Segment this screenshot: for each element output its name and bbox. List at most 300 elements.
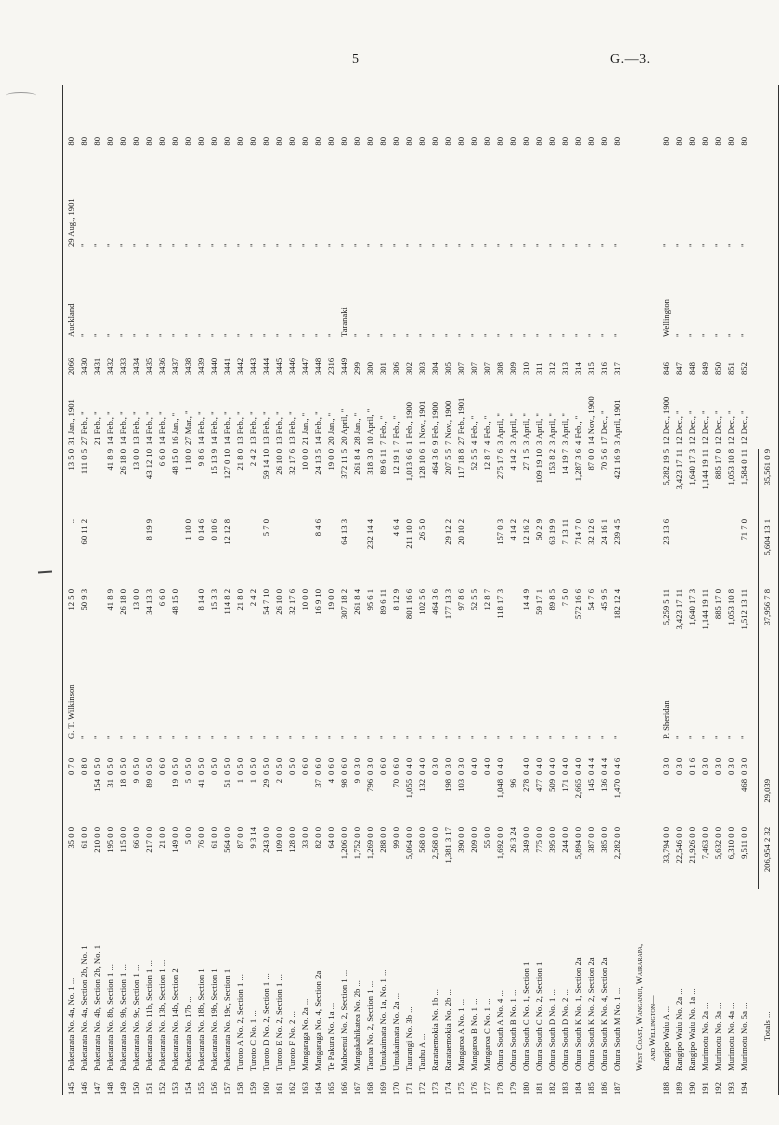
cell-expiry: " — [118, 243, 128, 247]
cell-term: 80 — [674, 137, 684, 146]
cell-expiry: " — [222, 243, 232, 247]
cell-share: 0 6 0 — [326, 757, 336, 775]
cell-name: Umukaimata No. 2a ... — [391, 992, 401, 1071]
cell-term: 80 — [739, 137, 749, 146]
cell-term: 80 — [482, 137, 492, 146]
cell-folio: 303 — [417, 362, 427, 375]
cell-name: Rangipo Waiu No. 2a ... — [674, 988, 684, 1071]
cell-name: Puketarata No. 8b, Section 1 ... — [105, 964, 115, 1071]
cell-term: 80 — [661, 137, 671, 146]
totals-label: Totals ... — [762, 1011, 772, 1041]
cell-folio: 3431 — [92, 357, 102, 375]
cell-lessee: " — [144, 735, 154, 739]
cell-term: 80 — [378, 137, 388, 146]
cell-term: 80 — [521, 137, 531, 146]
cell-area: 244 0 0 — [560, 827, 570, 853]
cell-no: 145 — [66, 1082, 76, 1095]
cell-district: " — [183, 333, 193, 337]
cell-folio: 301 — [378, 362, 388, 375]
cell-area: 35 0 0 — [66, 827, 76, 849]
cell-name: Ohura South D No. 1 ... — [547, 989, 557, 1071]
cell-area: 55 0 0 — [482, 827, 492, 849]
cell-paid: 32 17 6 — [287, 589, 297, 615]
page-reference: G.—3. — [610, 52, 651, 67]
cell-no: 153 — [170, 1082, 180, 1095]
cell-area: 217 0 0 — [144, 827, 154, 853]
cell-date: 27 Feb., 1901 — [456, 397, 466, 445]
cell-total: 59 14 10 — [261, 449, 271, 480]
cell-term: 80 — [248, 137, 258, 146]
cell-arrears: 232 14 4 — [365, 519, 375, 550]
cell-folio: 3448 — [313, 357, 323, 375]
cell-paid: 16 9 10 — [313, 589, 323, 615]
cell-total: 109 19 10 — [534, 449, 544, 484]
cell-date: 4 Feb., " — [469, 415, 479, 445]
cell-no: 156 — [209, 1082, 219, 1095]
cell-share: 0 3 0 — [443, 757, 453, 775]
cell-share: 0 4 0 — [534, 757, 544, 775]
cell-name: Turoto D No. 2, Section 1 ... — [261, 973, 271, 1071]
cell-district: " — [469, 333, 479, 337]
cell-arrears: 64 13 3 — [339, 519, 349, 545]
cell-rent: 19 — [170, 779, 180, 788]
cell-total: 13 5 0 — [66, 449, 76, 471]
cell-date: 3 April, " — [521, 413, 531, 445]
cell-district: " — [456, 333, 466, 337]
cell-expiry: " — [339, 243, 349, 247]
cell-area: 390 0 0 — [456, 827, 466, 853]
cell-folio: 308 — [495, 362, 505, 375]
cell-date: 3 April, " — [547, 413, 557, 445]
section-heading-line: West Coast, Wanganui, Wairarapa, — [634, 943, 644, 1071]
cell-expiry: " — [248, 243, 258, 247]
table-row — [66, 85, 79, 1095]
cell-term: 80 — [560, 137, 570, 146]
cell-folio: 850 — [713, 362, 723, 375]
cell-name: Puketarata No. 11b, Section 1 ... — [144, 960, 154, 1071]
cell-lessee: G. T. Wilkinson — [66, 684, 76, 739]
cell-total: 261 8 4 — [352, 449, 362, 475]
table-row — [105, 85, 118, 1095]
cell-term: 80 — [586, 137, 596, 146]
cell-lessee: " — [378, 735, 388, 739]
cell-date: 7 Nov., 1900 — [443, 400, 453, 445]
cell-rent: 89 — [144, 779, 154, 788]
cell-area: 775 0 0 — [534, 827, 544, 853]
cell-lessee: " — [700, 735, 710, 739]
cell-name: Murimotu No. 5a ... — [739, 1002, 749, 1071]
cell-folio: 3444 — [261, 357, 271, 375]
cell-total: 6 6 0 — [157, 449, 167, 467]
cell-date: 27 Feb., " — [79, 411, 89, 445]
section-heading — [633, 944, 659, 1071]
cell-expiry: " — [209, 243, 219, 247]
cell-date: 3 April, " — [560, 413, 570, 445]
table-row — [261, 85, 274, 1095]
cell-total: 153 8 2 — [547, 449, 557, 475]
table-row — [456, 85, 469, 1095]
cell-folio: 3440 — [209, 357, 219, 375]
cell-share: 0 5 0 — [222, 757, 232, 775]
cell-district: " — [79, 333, 89, 337]
cell-lessee: " — [352, 735, 362, 739]
cell-area: 385 0 0 — [599, 827, 609, 853]
cell-area: 1,269 0 0 — [365, 827, 375, 860]
cell-arrears: 4 6 4 — [391, 519, 401, 537]
cell-lessee: " — [274, 735, 284, 739]
cell-expiry: " — [300, 243, 310, 247]
cell-expiry: " — [79, 243, 89, 247]
cell-no: 157 — [222, 1082, 232, 1095]
cell-date: 13 Feb., " — [131, 411, 141, 445]
cell-no: 173 — [430, 1082, 440, 1095]
cell-share: 0 4 0 — [404, 757, 414, 775]
cell-rent: 4 — [326, 779, 336, 784]
cell-folio: 312 — [547, 362, 557, 375]
cell-area: 243 0 0 — [261, 827, 271, 853]
cell-share: 0 4 0 — [495, 757, 505, 775]
cell-no: 170 — [391, 1082, 401, 1095]
table-row — [547, 85, 560, 1095]
cell-rent: 796 — [365, 779, 375, 792]
cell-term: 80 — [700, 137, 710, 146]
cell-expiry: " — [170, 243, 180, 247]
cell-name: Mangaroa A No. 1 ... — [456, 998, 466, 1071]
cell-folio: 3447 — [300, 357, 310, 375]
cell-term: 80 — [92, 137, 102, 146]
cell-date: 3 April, " — [534, 413, 544, 445]
cell-district: " — [612, 333, 622, 337]
cell-folio: 304 — [430, 362, 440, 375]
table-row — [79, 85, 92, 1095]
cell-share: 0 3 0 — [739, 757, 749, 775]
cell-arrears: .. — [66, 519, 76, 524]
cell-name: Puketarata No. 17b ... — [183, 996, 193, 1071]
cell-no: 158 — [235, 1082, 245, 1095]
cell-folio: 851 — [726, 362, 736, 375]
cell-date: 7 Feb., " — [391, 415, 401, 445]
cell-lessee: " — [482, 735, 492, 739]
cell-arrears: 1 10 0 — [183, 519, 193, 541]
page-number: 5 — [352, 52, 359, 67]
cell-name: Puketarata No. 19c, Section 1 — [222, 968, 232, 1071]
cell-arrears: 60 11 2 — [79, 519, 89, 545]
cell-no: 168 — [365, 1082, 375, 1095]
cell-expiry: " — [391, 243, 401, 247]
cell-lessee: " — [261, 735, 271, 739]
cell-expiry: " — [599, 243, 609, 247]
cell-expiry: " — [687, 243, 697, 247]
table-row — [131, 85, 144, 1095]
cell-date: 14 Feb., " — [118, 411, 128, 445]
cell-share: 0 3 0 — [352, 757, 362, 775]
cell-area: 5,064 0 0 — [404, 827, 414, 860]
cell-paid: 54 7 6 — [586, 589, 596, 611]
cell-share: 0 4 4 — [586, 757, 596, 775]
cell-folio: 2316 — [326, 357, 336, 375]
cell-paid: 307 18 2 — [339, 589, 349, 620]
cell-lessee: " — [713, 735, 723, 739]
table-row — [713, 85, 726, 1095]
cell-folio: 310 — [521, 362, 531, 375]
cell-district: " — [573, 333, 583, 337]
cell-expiry: " — [534, 243, 544, 247]
table-row — [92, 85, 105, 1095]
cell-share: 0 3 0 — [726, 757, 736, 775]
cell-name: Turoto A No. 2, Section 1 ... — [235, 974, 245, 1071]
section-heading-line: and Wellington— — [647, 995, 657, 1061]
cell-no: 164 — [313, 1082, 323, 1095]
cell-lessee: " — [235, 735, 245, 739]
cell-total: 26 10 0 — [274, 449, 284, 475]
cell-no: 183 — [560, 1082, 570, 1095]
cell-share: 0 6 0 — [157, 757, 167, 775]
cell-total: 14 19 7 — [560, 449, 570, 475]
cell-term: 80 — [235, 137, 245, 146]
cell-lessee: " — [92, 735, 102, 739]
cell-rent: 136 — [599, 779, 609, 792]
cell-expiry: " — [274, 243, 284, 247]
cell-district: " — [378, 333, 388, 337]
cell-district: " — [274, 333, 284, 337]
cell-expiry: " — [365, 243, 375, 247]
cell-folio: 317 — [612, 362, 622, 375]
cell-term: 80 — [300, 137, 310, 146]
cell-date: 20 April, " — [339, 408, 349, 445]
cell-name: Ohura South C No. 2, Section 1 — [534, 961, 544, 1071]
cell-district: " — [144, 333, 154, 337]
cell-folio: 302 — [404, 362, 414, 375]
cell-area: 568 0 0 — [417, 827, 427, 853]
cell-district: " — [391, 333, 401, 337]
cell-date: 14 Nov., 1900 — [586, 396, 596, 445]
cell-lessee: " — [534, 735, 544, 739]
cell-rent: 70 — [391, 779, 401, 788]
cell-name: Ohura South K No. 4, Section 2a — [599, 957, 609, 1071]
cell-folio: 3430 — [79, 357, 89, 375]
cell-total: 70 5 6 — [599, 449, 609, 471]
cell-rent: 51 — [222, 779, 232, 788]
cell-term: 80 — [261, 137, 271, 146]
cell-district: " — [495, 333, 505, 337]
cell-expiry: " — [495, 243, 505, 247]
cell-name: Te Pakura No. 1a ... — [326, 1002, 336, 1071]
cell-name: Rarataemokia No. 2b ... — [443, 989, 453, 1071]
cell-district: " — [482, 333, 492, 337]
cell-expiry: " — [352, 243, 362, 247]
table-row — [430, 85, 443, 1095]
cell-expiry: " — [157, 243, 167, 247]
cell-term: 80 — [196, 137, 206, 146]
cell-no: 187 — [612, 1082, 622, 1095]
cell-paid: 177 13 3 — [443, 589, 453, 620]
cell-area: 209 0 0 — [469, 827, 479, 853]
cell-rent: 1 — [235, 779, 245, 784]
cell-lessee: " — [339, 735, 349, 739]
cell-name: Turoto E No. 2, Section 1 ... — [274, 974, 284, 1071]
cell-area: 64 0 0 — [326, 827, 336, 849]
table-row — [560, 85, 573, 1095]
cell-name: Mangaroa B No. 1 ... — [469, 998, 479, 1071]
cell-paid: 54 7 10 — [261, 589, 271, 615]
cell-folio: 3436 — [157, 357, 167, 375]
cell-lessee: " — [687, 735, 697, 739]
cell-date: 14 Feb., " — [313, 411, 323, 445]
cell-share: 0 4 4 — [599, 757, 609, 775]
cell-paid: 261 8 4 — [352, 589, 362, 615]
cell-no: 147 — [92, 1082, 102, 1095]
cell-name: Puketarata No. 13b, Section 1 ... — [157, 959, 167, 1071]
cell-paid: 8 12 9 — [391, 589, 401, 611]
cell-expiry: " — [469, 243, 479, 247]
cell-expiry: " — [92, 243, 102, 247]
table-row — [287, 85, 300, 1095]
cell-share: 0 6 0 — [300, 757, 310, 775]
cell-folio: 2066 — [66, 357, 76, 375]
cell-folio: 309 — [508, 362, 518, 375]
cell-district: " — [404, 333, 414, 337]
cell-area: 21,926 0 0 — [687, 827, 697, 864]
cell-lessee: " — [183, 735, 193, 739]
cell-district: " — [547, 333, 557, 337]
cell-name: Umukaimata No. 1a, No. 1 ... — [378, 969, 388, 1071]
cell-expiry: " — [313, 243, 323, 247]
cell-no: 189 — [674, 1082, 684, 1095]
cell-area: 210 0 0 — [92, 827, 102, 853]
cell-share: 0 3 0 — [430, 757, 440, 775]
cell-total: 1,640 17 3 — [687, 449, 697, 486]
cell-district: Wellington — [661, 299, 671, 337]
cell-total: 24 13 5 — [313, 449, 323, 475]
cell-date: 3 April, " — [508, 413, 518, 445]
cell-folio: 307 — [456, 362, 466, 375]
margin-mark — [6, 92, 36, 99]
table-row — [300, 85, 313, 1095]
cell-arrears: 7 13 11 — [560, 519, 570, 545]
cell-rent: 31 — [105, 779, 115, 788]
table-row — [495, 85, 508, 1095]
cell-total: 5,282 19 5 — [661, 449, 671, 486]
cell-share: 0 6 0 — [313, 757, 323, 775]
cell-rent: 103 — [456, 779, 466, 792]
cell-date: 12 Dec., " — [739, 410, 749, 445]
cell-no: 185 — [586, 1082, 596, 1095]
cell-area: 288 0 0 — [378, 827, 388, 853]
cell-district: " — [92, 333, 102, 337]
cell-lessee: " — [469, 735, 479, 739]
table-row — [274, 85, 287, 1095]
cell-paid: 12 5 0 — [66, 589, 76, 611]
cell-lessee: " — [547, 735, 557, 739]
cell-term: 80 — [508, 137, 518, 146]
cell-term: 80 — [495, 137, 505, 146]
cell-area: 87 0 0 — [235, 827, 245, 849]
cell-expiry: " — [105, 243, 115, 247]
cell-arrears: 29 12 2 — [443, 519, 453, 545]
cell-no: 171 — [404, 1082, 414, 1095]
cell-date: 14 Feb., " — [196, 411, 206, 445]
cell-area: 115 0 0 — [118, 827, 128, 853]
cell-total: 9 8 6 — [196, 449, 206, 467]
cell-paid: 8 14 0 — [196, 589, 206, 611]
cell-date: 4 Feb., " — [573, 415, 583, 445]
cell-name: Ohura South B No. 1 ... — [508, 989, 518, 1071]
cell-total: 2 4 2 — [248, 449, 258, 467]
cell-rent: 5 — [183, 779, 193, 784]
cell-total: 32 17 6 — [287, 449, 297, 475]
cell-term: 80 — [391, 137, 401, 146]
cell-expiry: " — [183, 243, 193, 247]
cell-folio: 316 — [599, 362, 609, 375]
cell-folio: 307 — [469, 362, 479, 375]
cell-folio: 847 — [674, 362, 684, 375]
cell-no: 179 — [508, 1082, 518, 1095]
cell-name: Ohura South D No. 2 ... — [560, 989, 570, 1071]
cell-area: 22,546 0 0 — [674, 827, 684, 864]
cell-paid: 6 6 0 — [157, 589, 167, 607]
cell-term: 80 — [573, 137, 583, 146]
cell-paid: 3,423 17 11 — [674, 589, 684, 630]
cell-expiry: " — [456, 243, 466, 247]
table-top-rule — [62, 85, 63, 1095]
cell-area: 1,381 3 17 — [443, 827, 453, 864]
cell-total: 15 13 9 — [209, 449, 219, 475]
cell-rent: 2,665 — [573, 779, 583, 799]
cell-arrears: 23 13 6 — [661, 519, 671, 545]
cell-paid: 1,144 19 11 — [700, 589, 710, 630]
cell-share: 0 3 0 — [661, 757, 671, 775]
cell-folio: 852 — [739, 362, 749, 375]
cell-arrears: 8 4 6 — [313, 519, 323, 537]
cell-no: 159 — [248, 1082, 258, 1095]
cell-rent: 154 — [92, 779, 102, 792]
cell-rent: 1,470 — [612, 779, 622, 799]
cell-name: Puketarata No. 19b, Section 1 — [209, 968, 219, 1071]
cell-rent: 9 — [131, 779, 141, 784]
cell-expiry: " — [131, 243, 141, 247]
cell-folio: 3443 — [248, 357, 258, 375]
cell-district: " — [170, 333, 180, 337]
cell-paid: 26 10 0 — [274, 589, 284, 615]
cell-folio: 305 — [443, 362, 453, 375]
table-row — [209, 85, 222, 1095]
cell-expiry: " — [326, 243, 336, 247]
cell-folio: 846 — [661, 362, 671, 375]
cell-paid: 118 17 3 — [495, 589, 505, 619]
cell-paid: 89 6 11 — [378, 589, 388, 615]
cell-district: " — [560, 333, 570, 337]
cell-share: 0 8 0 — [79, 757, 89, 775]
cell-expiry: " — [700, 243, 710, 247]
cell-area: 5,632 0 0 — [713, 827, 723, 860]
cell-no: 167 — [352, 1082, 362, 1095]
cell-term: 80 — [274, 137, 284, 146]
cell-district: " — [521, 333, 531, 337]
cell-name: Turoto C No. 1 ... — [248, 1010, 258, 1071]
cell-district: " — [713, 333, 723, 337]
cell-total: 12 8 7 — [482, 449, 492, 471]
cell-term: 80 — [209, 137, 219, 146]
cell-date: 12 Dec., " — [674, 410, 684, 445]
cell-lessee: " — [739, 735, 749, 739]
cell-share: 0 1 6 — [687, 757, 697, 775]
table-row — [313, 85, 326, 1095]
cell-no: 154 — [183, 1082, 193, 1095]
cell-district: " — [739, 333, 749, 337]
cell-expiry: " — [573, 243, 583, 247]
cell-expiry: " — [739, 243, 749, 247]
cell-term: 80 — [417, 137, 427, 146]
